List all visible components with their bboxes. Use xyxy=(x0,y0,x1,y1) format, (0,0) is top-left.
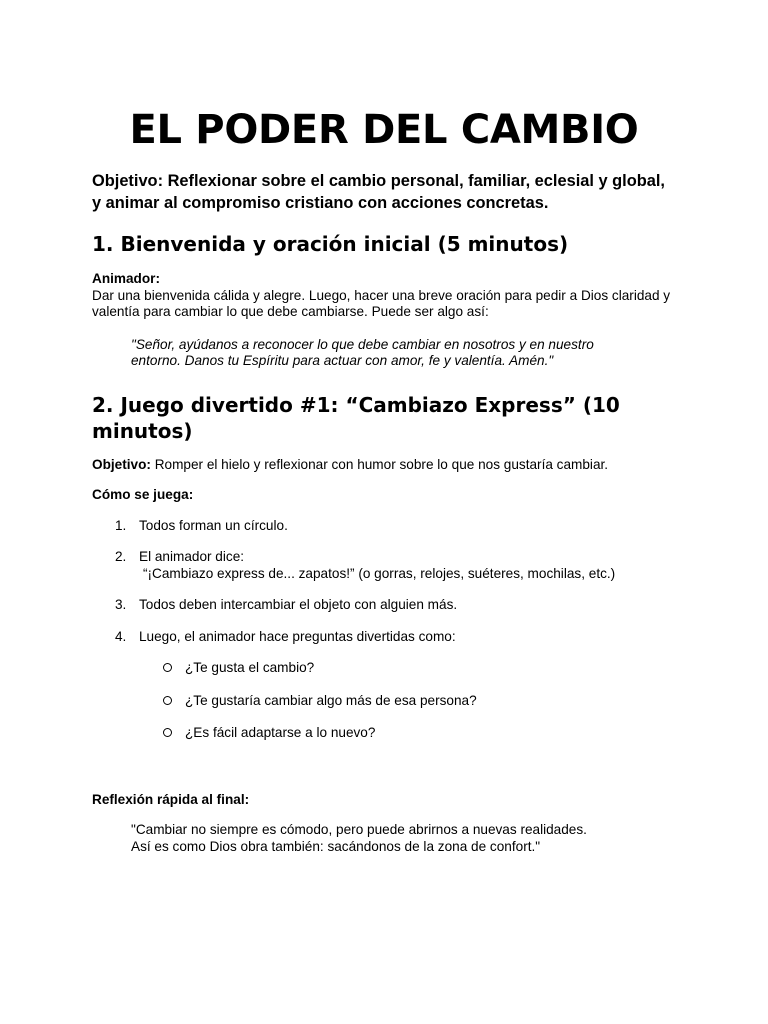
how-to-play-label: Cómo se juega: xyxy=(92,487,194,502)
step-subtext: “¡Cambiazo express de... zapatos!” (o gorras, relojes, suéteres, mochilas, etc.) xyxy=(143,565,616,581)
list-item xyxy=(92,725,676,742)
hollow-circle-bullet-icon xyxy=(163,728,172,737)
list-item xyxy=(92,597,676,614)
list-item xyxy=(92,629,676,646)
step-text: El animador dice: xyxy=(139,549,245,564)
question-text: ¿Es fácil adaptarse a lo nuevo? xyxy=(185,725,376,740)
list-item xyxy=(92,518,676,535)
document-objective: Objetivo: Reflexionar sobre el cambio personal, familiar, eclesial y global, y animar al compromiso cristiano con acciones concretas. xyxy=(92,172,665,212)
question-text: ¿Te gustaría cambiar algo más de esa persona? xyxy=(185,692,477,708)
opening-prayer-quote: "Señor, ayúdanos a reconocer lo que debe cambiar en nosotros y en nuestro entorno. Danos tu Espíritu para actuar con amor, fe y valentía. Amén." xyxy=(131,336,594,368)
step-number: 4. xyxy=(115,628,127,644)
game-objective-text: Romper el hielo y reflexionar con humor sobre lo que nos gustaría cambiar. xyxy=(150,456,609,472)
step-number: 1. xyxy=(115,517,127,533)
hollow-circle-bullet-icon xyxy=(163,696,172,705)
game-objective-label: Objetivo: xyxy=(92,456,151,472)
reflection-label: Reflexión rápida al final: xyxy=(92,791,250,807)
game-objective xyxy=(92,457,676,474)
hollow-circle-bullet-icon xyxy=(163,663,172,672)
step-text: Todos forman un círculo. xyxy=(139,517,288,533)
animador-label: Animador: xyxy=(92,271,160,286)
list-item xyxy=(92,549,676,582)
question-text: ¿Te gusta el cambio? xyxy=(185,660,315,675)
animador-block xyxy=(92,271,676,321)
step-text: Luego, el animador hace preguntas divertidas como: xyxy=(139,628,456,644)
list-item xyxy=(92,660,676,677)
section-2-heading: 2. Juego divertido #1: “Cambiazo Express” (10 minutos) xyxy=(92,392,620,443)
step-number: 2. xyxy=(115,549,127,564)
questions-list xyxy=(92,660,676,742)
step-number: 3. xyxy=(115,597,127,612)
document-title: EL PODER DEL CAMBIO xyxy=(129,107,639,153)
step-text: Todos deben intercambiar el objeto con alguien más. xyxy=(139,597,458,612)
game-steps-list xyxy=(92,518,676,646)
animador-text: Dar una bienvenida cálida y alegre. Luego, hacer una breve oración para pedir a Dios claridad y valentía para cambiar lo que debe cambiarse. Puede ser algo así: xyxy=(92,287,671,319)
list-item xyxy=(92,693,676,710)
reflection-quote: "Cambiar no siempre es cómodo, pero puede abrirnos a nuevas realidades. Así es como Dios obra también: sacándonos de la zona de confort." xyxy=(131,822,587,854)
section-1-heading: 1. Bienvenida y oración inicial (5 minutos) xyxy=(92,232,569,256)
